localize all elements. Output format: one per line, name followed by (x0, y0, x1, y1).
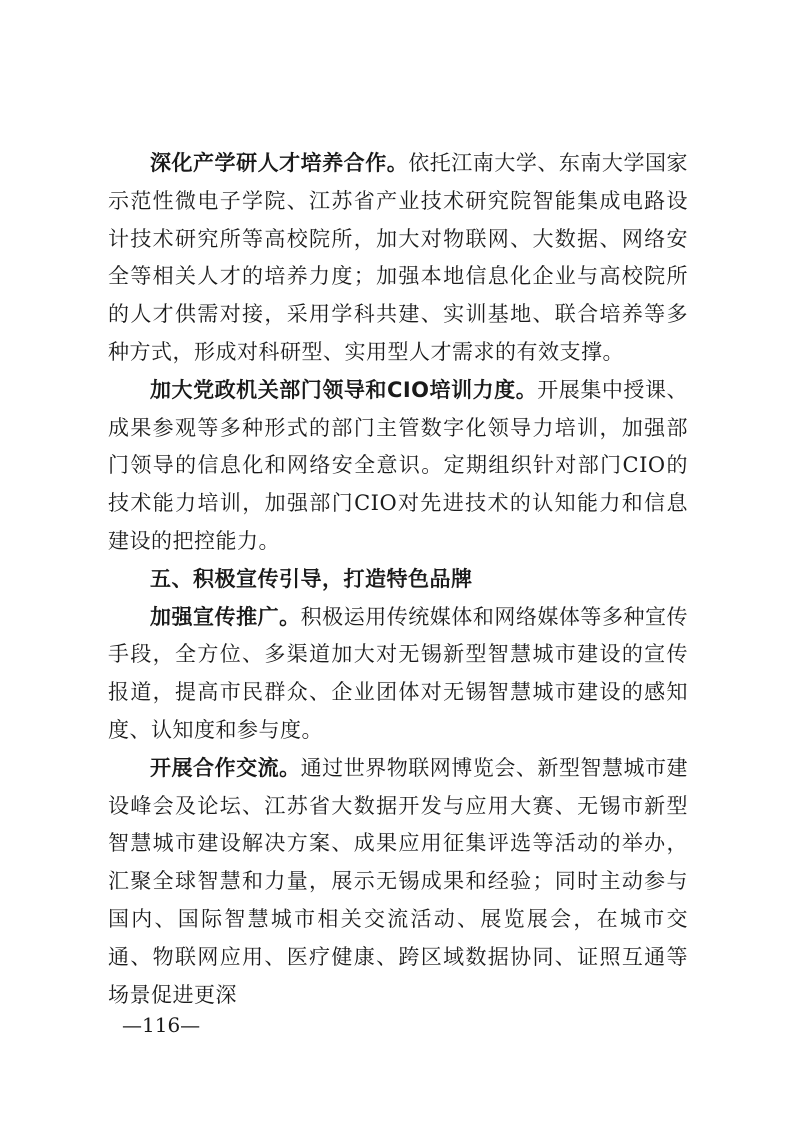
paragraph-lead: 加大党政机关部门领导和CIO培训力度。 (150, 377, 538, 402)
paragraph-text: 通过世界物联网博览会、新型智慧城市建设峰会及论坛、江苏省大数据开发与应用大赛、无锡市新型智慧城市建设解决方案、成果应用征集评选等活动的举办，汇聚全球智慧和力量，展示无锡成果和经验；同时主动参与国内、国际智慧城市相关交流活动、展览展会，在城市交通、物联网应用、医疗健康、跨区域数据协同、证照互通等场景促进更深 (108, 755, 689, 1007)
paragraph-text: 依托江南大学、东南大学国家示范性微电子学院、江苏省产业技术研究院智能集成电路设计技术研究所等高校院所，加大对物联网、大数据、网络安全等相关人才的培养力度；加强本地信息化企业与高校院所的人才供需对接，采用学科共建、实训基地、联合培养等多种方式，形成对科研型、实用型人才需求的有效支撑。 (108, 151, 688, 364)
paragraph-talent-cooperation (108, 145, 688, 372)
paragraph-lead: 深化产学研人才培养合作。 (150, 151, 409, 175)
paragraph-lead: 加强宣传推广。 (150, 604, 301, 629)
section-heading: 五、积极宣传引导，打造特色品牌 (150, 566, 473, 591)
paragraph-exchange (108, 750, 688, 1015)
page-number: —116— (122, 1013, 201, 1037)
paragraph-cio-training (108, 372, 688, 561)
document-body (108, 145, 688, 1014)
paragraph-publicity (108, 599, 688, 750)
paragraph-text: 开展集中授课、成果参观等多种形式的部门主管数字化领导力培训，加强部门领导的信息化和网络安全意识。定期组织针对部门CIO的技术能力培训，加强部门CIO对先进技术的认知能力和信息建设的把控能力。 (108, 377, 689, 553)
paragraph-text: 积极运用传统媒体和网络媒体等多种宣传手段，全方位、多渠道加大对无锡新型智慧城市建设的宣传报道，提高市民群众、企业团体对无锡智慧城市建设的感知度、认知度和参与度。 (108, 604, 689, 742)
paragraph-lead: 开展合作交流。 (150, 755, 301, 780)
